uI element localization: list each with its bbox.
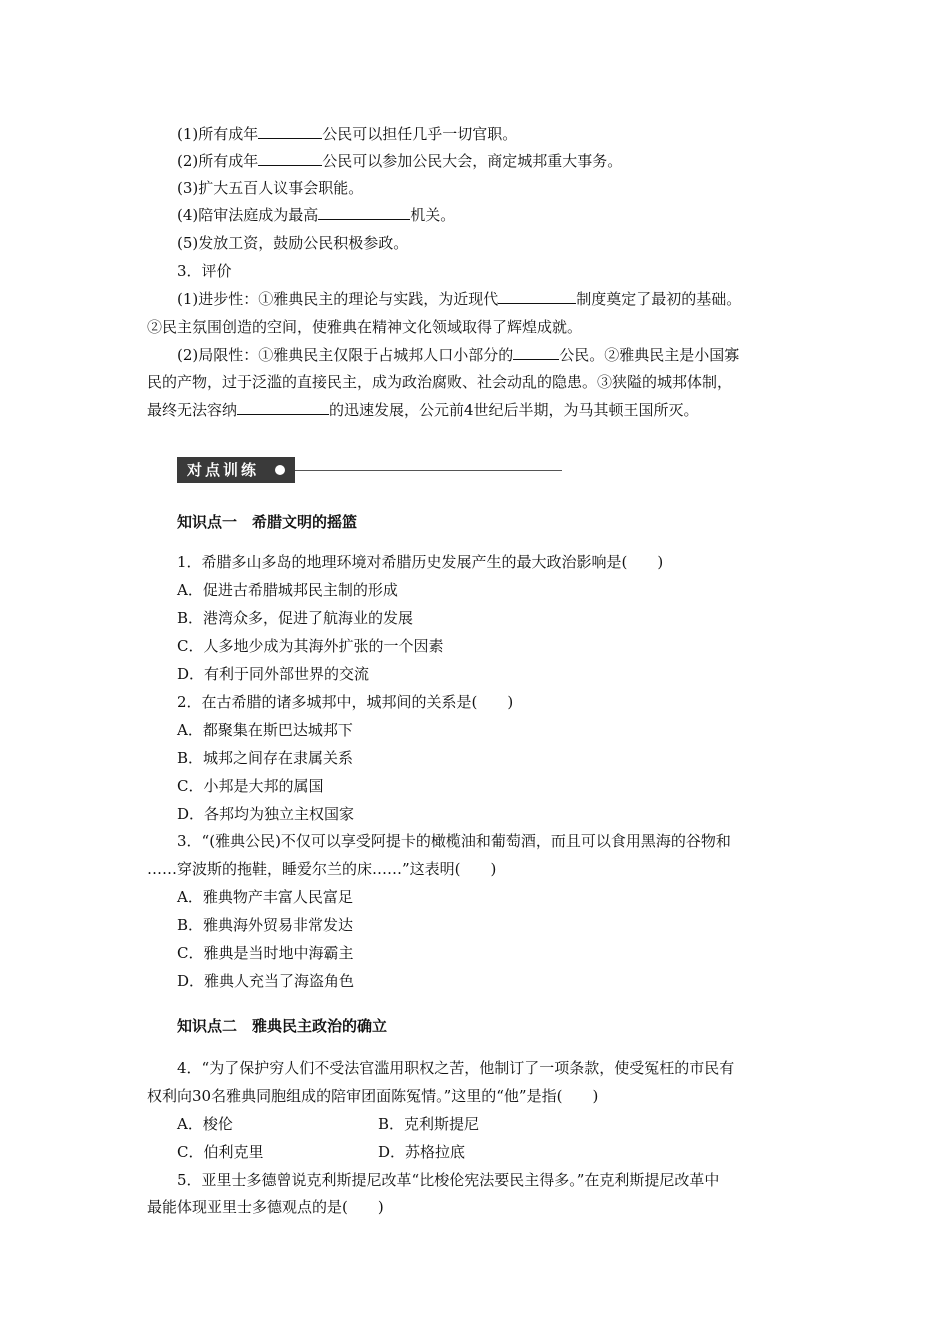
limitation-line: (2)局限性：①雅典民主仅限于占城邦人口小部分的 公民。②雅典民主是小国寡 [177,346,740,364]
q1-option-c: C．人多地少成为其海外扩张的一个因素 [177,637,444,655]
limitation-line-2: 民的产物，过于泛滥的直接民主，成为政治腐败、社会动乱的隐患。③狭隘的城邦体制， [147,373,733,391]
q3-option-b: B．雅典海外贸易非常发达 [177,916,354,934]
q2-option-a: A．都聚集在斯巴达城邦下 [177,721,353,739]
section-title-2: 知识点二 雅典民主政治的确立 [177,1017,388,1035]
question-5: 5．亚里士多德曾说克利斯提尼改革“比梭伦宪法要民主得多。”在克利斯提尼改革中 [177,1171,720,1189]
banner-label: 对点训练 [177,457,295,483]
question-2: 2．在古希腊的诸多城邦中，城邦间的关系是( ) [177,693,514,711]
fill-blank [513,345,559,360]
section-title-1: 知识点一 希腊文明的摇篮 [177,513,358,531]
reform-item-4: (4)陪审法庭成为最高 机关。 [177,206,456,224]
banner-rule [295,470,562,471]
q2-option-b: B．城邦之间存在隶属关系 [177,749,354,767]
question-4-line-2: 权利向30名雅典同胞组成的陪审团面陈冤情。”这里的“他”是指( ) [147,1087,599,1105]
q1-option-d: D．有利于同外部世界的交流 [177,665,370,683]
progressiveness-line-2: ②民主氛围创造的空间，使雅典在精神文化领域取得了辉煌成就。 [147,318,583,336]
q3-option-c: C．雅典是当时地中海霸主 [177,944,354,962]
fill-blank [237,400,329,415]
question-5-line-2: 最能体现亚里士多德观点的是( ) [147,1198,384,1216]
practice-banner [177,457,562,483]
fill-blank [258,151,322,166]
q1-option-a: A．促进古希腊城邦民主制的形成 [177,581,398,599]
q3-option-a: A．雅典物产丰富人民富足 [177,888,353,906]
fill-blank [258,124,322,139]
evaluation-heading: 3．评价 [177,262,232,280]
reform-item-3: (3)扩大五百人议事会职能。 [177,179,364,197]
q4-options-row-1 [177,1110,812,1138]
fill-blank [498,289,576,304]
q3-option-d: D．雅典人充当了海盗角色 [177,972,355,990]
limitation-line-3: 最终无法容纳 的迅速发展，公元前4世纪后半期，为马其顿王国所灭。 [147,401,699,419]
reform-item-5: (5)发放工资，鼓励公民积极参政。 [177,234,409,252]
question-3-line-2: ……穿波斯的拖鞋，睡爱尔兰的床……”这表明( ) [147,860,497,878]
q4-option-b: B．克利斯提尼 [378,1115,480,1133]
q4-option-a: A．梭伦 [177,1115,233,1133]
q1-option-b: B．港湾众多，促进了航海业的发展 [177,609,414,627]
q4-options-row-2 [177,1138,812,1166]
progressiveness-line: (1)进步性：①雅典民主的理论与实践，为近现代 制度奠定了最初的基础。 [177,290,742,308]
question-3: 3．“(雅典公民)不仅可以享受阿提卡的橄榄油和葡萄酒，而且可以食用黑海的谷物和 [177,832,731,850]
q4-option-c: C．伯利克里 [177,1143,264,1161]
q4-option-d: D．苏格拉底 [378,1143,466,1161]
reform-item-1: (1)所有成年 公民可以担任几乎一切官职。 [177,125,518,143]
question-1: 1．希腊多山多岛的地理环境对希腊历史发展产生的最大政治影响是( ) [177,553,664,571]
question-4: 4．“为了保护穷人们不受法官滥用职权之苦，他制订了一项条款，使受冤枉的市民有 [177,1059,735,1077]
q2-option-d: D．各邦均为独立主权国家 [177,805,355,823]
fill-blank [318,205,410,220]
reform-item-2: (2)所有成年 公民可以参加公民大会，商定城邦重大事务。 [177,152,623,170]
q2-option-c: C．小邦是大邦的属国 [177,777,324,795]
bullet-icon [275,465,285,475]
